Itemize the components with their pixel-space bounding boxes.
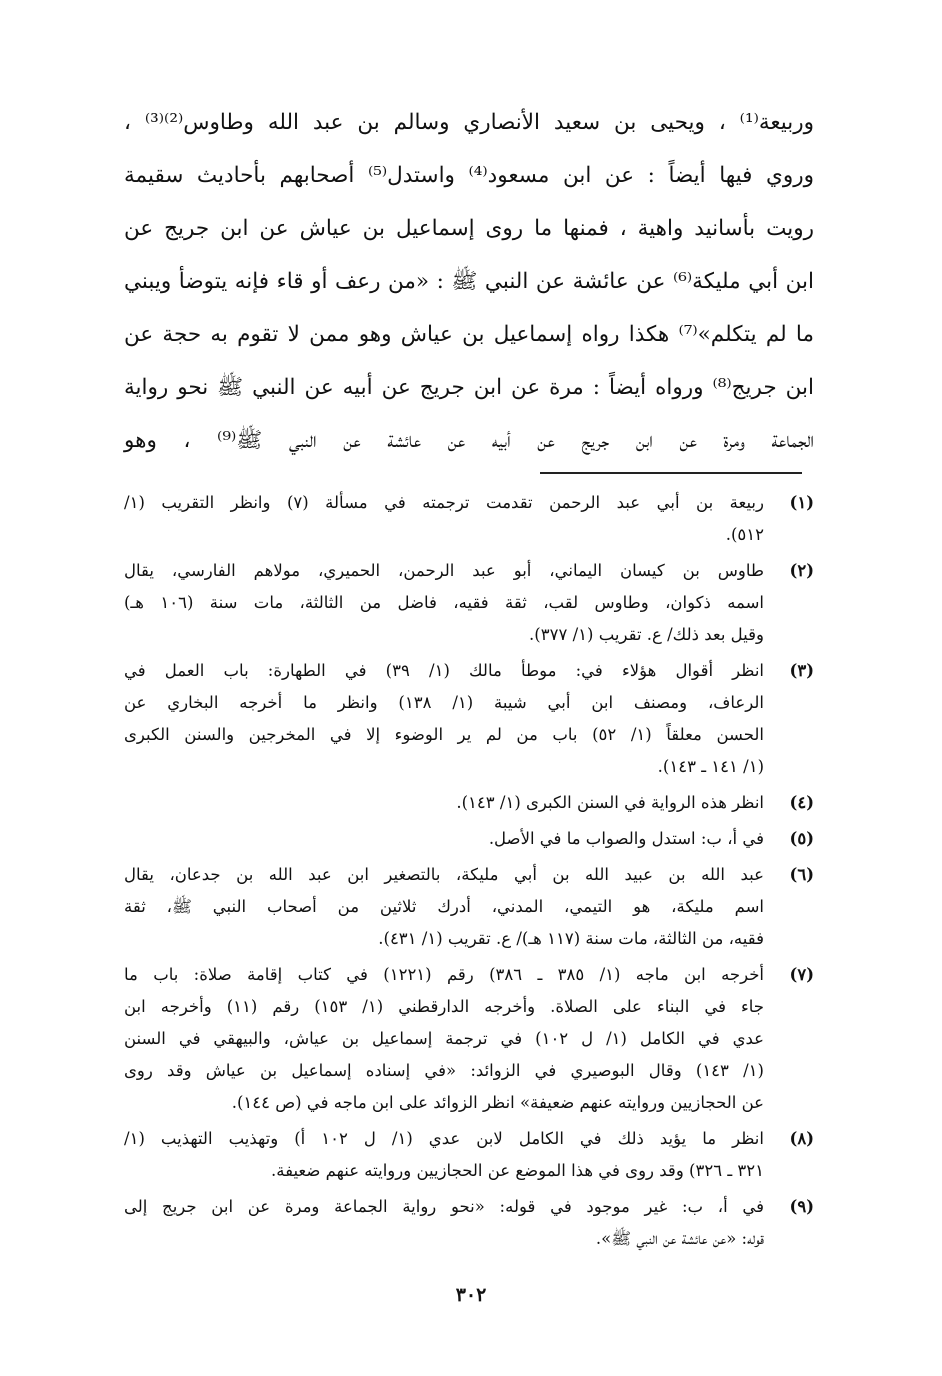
footnote-line: وقيل بعد ذلك/ ع. تقريب (١/ ٣٧٧). <box>529 625 764 644</box>
footnote-line: ٣٢١ ـ ٣٢٦) وقد روى في هذا الموضع عن الحجازيين وروايته عنهم ضعيفة. <box>271 1161 764 1180</box>
footnote-9 <box>124 1191 814 1255</box>
footnote-5 <box>124 823 814 855</box>
footnote-line: طاوس بن كيسان اليماني، أبو عبد الرحمن، الحميري، مولاهم الفارسي، يقال <box>124 561 764 580</box>
main-text-line: وربيعة⁽¹⁾ ، ويحيى بن سعيد الأنصاري وسالم بن عبد الله وطاوس⁽²⁾⁽³⁾ ، <box>124 110 814 135</box>
footnote-7 <box>124 959 814 1119</box>
footnote-line: في أ، ب: استدل والصواب ما في الأصل. <box>488 829 764 848</box>
main-text-line: وروي فيها أيضاً : عن ابن مسعود⁽⁴⁾ واستدل⁽⁵⁾ أصحابهم بأحاديث سقيمة <box>124 163 814 188</box>
footnote-number: (٣) <box>789 661 814 680</box>
footnote-line: ربيعة بن أبي عبد الرحمن تقدمت ترجمته في مسألة (٧) وانظر التقريب (١/ <box>124 493 764 512</box>
main-text-line: ابن جريج⁽⁸⁾ ورواه أيضاً : مرة عن ابن جريج عن أبيه عن النبي ﷺ نحو رواية <box>124 375 814 400</box>
footnote-line: (١/ ١٤١ ـ ١٤٣). <box>657 757 764 776</box>
footnote-line: الرعاف، ومصنف ابن أبي شيبة (١/ ١٣٨) وانظر ما أخرجه البخاري عن <box>124 693 764 712</box>
page-number: ٣٠٢ <box>455 1284 487 1306</box>
footnote-1 <box>124 487 814 551</box>
footnote-line: اسم مليكة، هو التيمي، المدني، أدرك ثلاثين من أصحاب النبي ﷺ، ثقة <box>124 897 764 916</box>
footnote-number: (٥) <box>789 829 814 848</box>
footnote-4 <box>124 787 814 819</box>
main-text-line: ما لم يتكلم»⁽⁷⁾ هكذا رواه إسماعيل بن عياش وهو ممن لا تقوم به حجة عن <box>124 322 814 347</box>
footnote-line: عدي في الكامل (١/ ل ١٠٢) في ترجمة إسماعيل بن عياش، والبيهقي في السنن <box>124 1029 764 1048</box>
footnote-number: (٦) <box>789 865 814 884</box>
footnote-number: (٤) <box>789 793 814 812</box>
footnote-number: (٢) <box>789 561 814 580</box>
footnote-line: اسمه ذكوان، وطاوس لقب، ثقة فقيه، فاضل من الثالثة، مات سنة (١٠٦ هـ) <box>124 593 765 612</box>
footnote-line: انظر أقوال هؤلاء في: موطأ مالك (١/ ٣٩) في الطهارة: باب العمل في <box>124 661 764 680</box>
footnote-line: فقيه، من الثالثة، مات سنة (١١٧ هـ)/ ع. تقريب (١/ ٤٣١). <box>378 929 764 948</box>
footnote-line: قوله: «عن عائشة عن النبي ﷺ». <box>595 1229 764 1248</box>
footnote-6 <box>124 859 814 955</box>
footnote-8 <box>124 1123 814 1187</box>
main-text-line: رويت بأسانيد واهية ، فمنها ما روى إسماعيل بن عياش عن ابن جريج عن <box>124 216 814 241</box>
main-text-line: الجماعة ومرة عن ابن جريج عن أبيه عن عائشة عن النبي ﷺ⁽⁹⁾ ، وهو <box>124 428 815 453</box>
footnote-number: (٨) <box>789 1129 814 1148</box>
footnote-line: ٥١٢). <box>725 525 764 544</box>
footnote-line: انظر ما يؤيد ذلك في الكامل لابن عدي (١/ ل ١٠٢ أ) وتهذيب التهذيب (١/ <box>124 1129 764 1148</box>
footnote-line: الحسن معلقاً (١/ ٥٢) باب من لم ير الوضوء إلا في المخرجين والسنن الكبرى <box>124 725 764 744</box>
footnote-3 <box>124 655 814 783</box>
footnote-line: في أ، ب: غير موجود في قوله: «نحو رواية الجماعة ومرة عن ابن جريج إلى <box>124 1197 764 1216</box>
main-text-line: ابن أبي مليكة⁽⁶⁾ عن عائشة عن النبي ﷺ : «من رعف أو قاء فإنه يتوضأ ويبني <box>124 269 814 294</box>
footnote-line: جاء في البناء على الصلاة. وأخرجه الدارقطني (١/ ١٥٣) رقم (١١) وأخرجه ابن <box>124 997 764 1016</box>
footnote-line: عن الحجازيين وروايته عنهم ضعيفة» انظر الزوائد على ابن ماجه في (ص ١٤٤). <box>231 1093 764 1112</box>
footnote-line: أخرجه ابن ماجه (١/ ٣٨٥ ـ ٣٨٦) رقم (١٢٢١) في كتاب إقامة صلاة: باب ما <box>124 965 765 984</box>
footnote-2 <box>124 555 814 651</box>
footnote-number: (٩) <box>789 1197 814 1216</box>
footnote-line: عبد الله بن عبيد الله بن أبي مليكة، بالتصغير ابن عبد الله بن جدعان، يقال <box>124 865 764 884</box>
footnotes-section <box>124 487 814 1259</box>
footnote-line: انظر هذه الرواية في السنن الكبرى (١/ ١٤٣). <box>456 793 764 812</box>
main-text-block <box>124 96 814 467</box>
footnote-number: (٧) <box>789 965 814 984</box>
footnote-line: (١/ ١٤٣) وقال البوصيري في الزوائد: «في إسناده إسماعيل بن عياش وقد روى <box>124 1061 764 1080</box>
footnote-number: (١) <box>789 493 814 512</box>
footnote-separator <box>540 472 802 474</box>
